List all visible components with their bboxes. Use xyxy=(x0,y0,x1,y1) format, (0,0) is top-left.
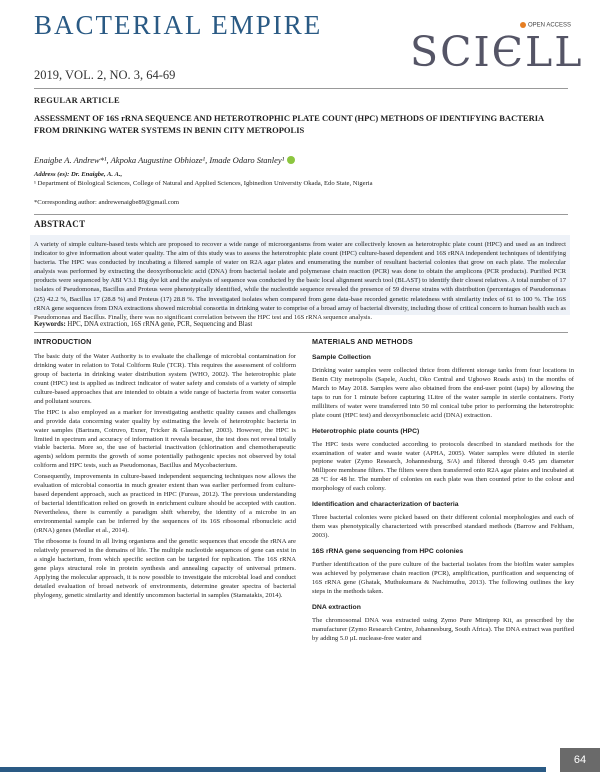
intro-paragraph: The HPC is also employed as a marker for investigating aesthetic quality causes and challenges and provide data concerning water quality by estimating the levels of heterotrophic bacteria in water samples (Bartram, Cotruvo, Exner, Fricker & Glasmacher, 2003). However, the HPC is limited in spectrum and accuracy of information it reveals because, the test does not reveal totally viable bacteria. More so, the use of bacterial inactivation (chlorination and chemotherapeutic agents) seldom permits the growth of some potentially pathogenic species not observed by total coliform and HPC tests, such as Pseudomonas, Bacillus and Mycobacterium. xyxy=(34,408,296,470)
intro-paragraph: The basic duty of the Water Authority is to evaluate the challenge of microbial contamination for drinking water in relation to Total Coliform Rule (TCR). This requires the assessment of coliform group of bacteria in drinking water distribution system (WHO, 2002). The heterotrophic plate count (HPC) test is applied as indirect indicator of water safety and consists of a variety of simple culture-based approaches that are intended to obtain a wide range of bacteria from water consortia and pollutant sources. xyxy=(34,352,296,405)
section-text: Further identification of the pure culture of the bacterial isolates from the biofilm water samples was achieved by polymerase chain reaction (PCR), amplification, purification and sequencing of 16S rRNA gene (Ghatak, Muthukumara & Nachimuthu, 2013). The following outlines the key steps in the methods taken. xyxy=(312,561,574,595)
footer-bar xyxy=(0,767,546,772)
address-line: Address (es): Dr. Enaigbe, A. A., xyxy=(34,171,123,178)
keywords-label: Keywords: xyxy=(34,321,66,328)
author-list xyxy=(34,155,296,165)
right-column xyxy=(312,338,574,646)
abstract-divider xyxy=(34,214,568,215)
intro-paragraph: The ribosome is found in all living organisms and the genetic sequences that encode the rRNA are relatively preserved in the domains of life. The multiple nucleotide sequences of gene can exist in a single bacterium, from which specific section can be targeted for replication. The 16S rRNA gene plays structural role in protein synthesis and annealing capacity of universal primers. Applying the molecular approach, it is now possible to investigate the microbial load and conduct detailed evaluation of broad network of environments, determine greater spectra of bacterial phylogeny, genetic similarity and identify uncommon bacterial in samples (Stamatakis, 2014). xyxy=(34,538,296,599)
left-column xyxy=(34,338,296,603)
body-divider xyxy=(34,332,568,333)
section-text: Three bacterial colonies were picked based on their different colonial morphologies and each of them was phenotypically characterized with prescribed standard methods (Barrow and Feltham, 2003). xyxy=(312,514,574,540)
introduction-heading: INTRODUCTION xyxy=(34,337,92,346)
journal-meta: 2019, VOL. 2, NO. 3, 64-69 xyxy=(34,68,176,82)
authors-text: Enaigbe A. Andrew*¹, Akpoka Augustine Obhioze¹, Imade Odaro Stanley¹ xyxy=(34,155,285,165)
corresponding-author: *Corresponding author: andrewenaigbe89@gmail.com xyxy=(34,199,180,206)
section-text: Drinking water samples were collected thrice from different storage tanks from four locations in Benin City metropolis (Sapele, Auchi, Oko Central and Ugbowo Roads axis) in the months of March to May 2018. Samples were also obtained from the end-user point (taps) by allowing the taps to run for 1 minute before capturing 1Litre of the water sample in sterile containers. Forty milliliters of water were transferred into 50 ml conical tube prior to performing the heterotrophic plate count (HPC test) and deoxyribonucleic acid (DNA) extraction. xyxy=(312,366,574,419)
section-heading: Identification and characterization of bacteria xyxy=(312,501,459,509)
publisher-logo: SCIЄLL xyxy=(410,28,584,76)
orcid-icon[interactable] xyxy=(287,156,295,164)
abstract-text: A variety of simple culture-based tests which are proposed to recover a wide range of microorganisms from water are collectively known as heterotrophic plate count (HPC) and used as an indirect indicator to give information about water quality. The aim of this study was to assess the heterotrophic plate count (HPC) culture-based dependent and 16S rRNA independent techniques of identifying bacteria. The HPC was conducted by incubating a filtered sample of water on R2A agar plates and enumerating the number of resultant bacterial colonies that grow on each plate. The molecular analysis was performed by extracting the deoxyribonucleic acid (DNA) from bacterial isolate and polymerase chain reaction (PCR) was done to obtain the amplicons (PCR products). Purified PCR products were sequenced by ABI V3.1 Big dye kit and the analysis of sequence was conducted by the basic local alignment search tool (BLAST) to identify their closest relatives. A total number of 17 isolates of Pseudomonas, Bacillus and Proteus were phenotypically identified, while the nucleotide sequence revealed the presence of 59 diverse strains with distribution (percentages of Pseudomonas (25) 42.2 %, Bacillus 17 (28.8 %) and Proteus (17) 28.8 %. The investigated isolates when compared from gene data-base recorded genetic relatedness with similarity index of 61 to 100 %. The 16S rRNA gene sequences from DNA extractions showed microbial consortia in drinking water to comprise of a broad array of bacterial diversity, including those of critical concern to human health such as Pseudomonas and Bacillus. Finally, there was no significant correlation between the HPC test and 16S rRNA sequence analysis. xyxy=(34,241,566,321)
journal-title: BACTERIAL EMPIRE xyxy=(34,10,323,40)
keywords xyxy=(34,321,252,328)
methods-heading: MATERIALS AND METHODS xyxy=(312,337,413,346)
intro-paragraph: Consequently, improvements in culture-based independent sequencing techniques now allows the evaluation of microbial consortia in much greater extent than was earlier performed from culture-based dependent approach, such as practiced in HPC (Fureas, 2012). The previous understanding of bacterial identification relied on growth in enrichment culture should be accepted with caution. Nevertheless, there is currently a paradigm shift whereby, the identity of a microbe in an environmental sample can be inferred by the sequences of its 16S ribosomal ribonucleic acid (rRNA) genes (Medlar et al., 2014). xyxy=(34,473,296,535)
page-number: 64 xyxy=(560,748,600,772)
section-heading: DNA extraction xyxy=(312,603,361,611)
article-type: REGULAR ARTICLE xyxy=(34,96,120,105)
keywords-text: HPC, DNA extraction, 16S rRNA gene, PCR, Sequencing and Blast xyxy=(67,321,253,328)
header-divider xyxy=(34,88,568,89)
section-text: The HPC tests were conducted according to protocols described in standard methods for the examination of water and waste water (APHA, 2005). Water samples were diluted in sterile peptone water (Zymo Research, Johannesburg, S/A) and filtered through 0.45 µm diameter Millipore membrane filters. The filters were then transferred onto R2A agar plates and incubated at 28 °C for 48 hr. The number of colonies on each plate was then counted prior to the colour and morphology of each colony. xyxy=(312,440,574,493)
affiliation: ¹ Department of Biological Sciences, College of Natural and Applied Sciences, Igbinedion University Okada, Edo State, Nigeria xyxy=(34,180,373,187)
section-text: The chromosomal DNA was extracted using Zymo Pure Miniprep Kit, as prescribed by the manufacturer (Zymo Research Centre, Johannesburg, South Africa). The DNA extract was purified by adding 5.0 µL nuclease-free water and xyxy=(312,616,574,642)
open-access-label: OPEN ACCESS xyxy=(528,22,572,29)
section-heading: 16S rRNA gene sequencing from HPC colonies xyxy=(312,548,464,556)
section-heading: Sample Collection xyxy=(312,353,371,361)
abstract-heading: ABSTRACT xyxy=(34,219,86,229)
article-title: ASSESSMENT OF 16S rRNA SEQUENCE AND HETEROTROPHIC PLATE COUNT (HPC) METHODS OF IDENTIFYING BACTERIA FROM DRINKING WATER SYSTEMS IN BENIN CITY METROPOLIS xyxy=(34,113,544,135)
section-heading: Heterotrophic plate counts (HPC) xyxy=(312,427,420,435)
